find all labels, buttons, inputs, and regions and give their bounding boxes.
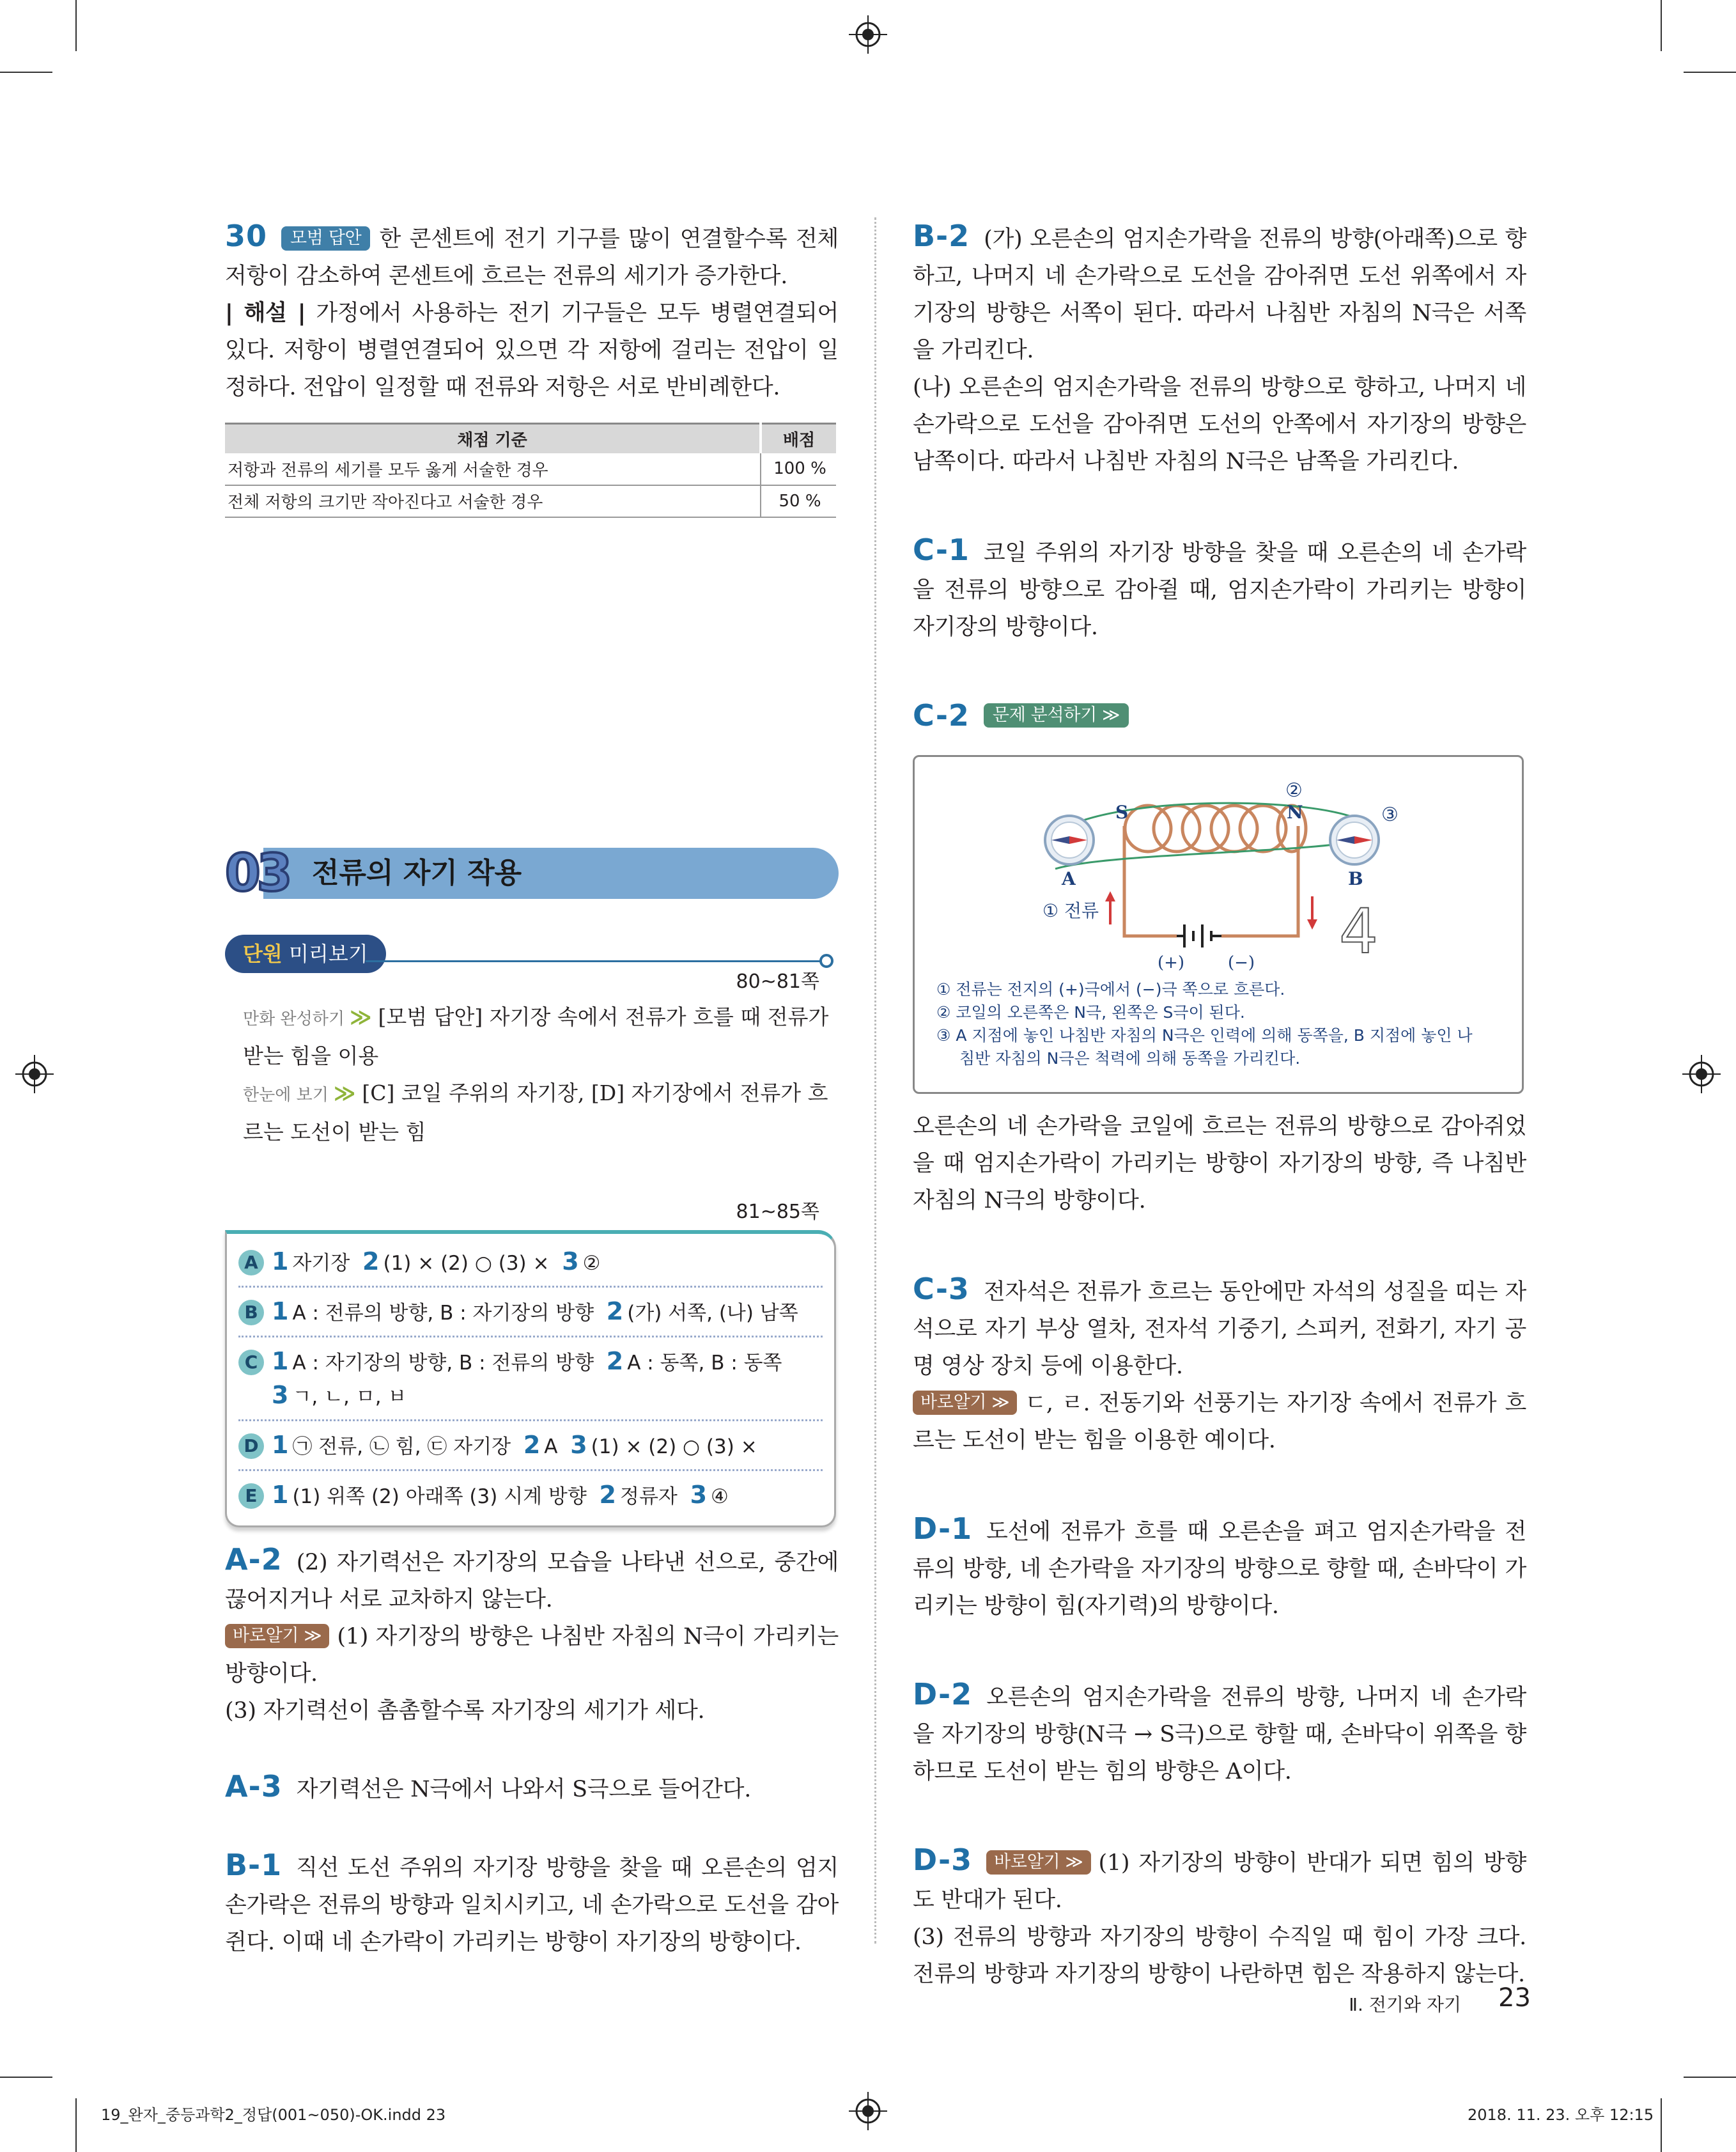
explanation-text: (3) 자기력선이 촘촘할수록 자기장의 세기가 세다. (225, 1698, 705, 1724)
answer-num: 3 (272, 1381, 289, 1409)
registration-mark-icon (849, 2092, 887, 2130)
registration-mark-icon (849, 15, 887, 54)
explanation-d1 (913, 1510, 1526, 1625)
answer-text: A : 전류의 방향, B : 자기장의 방향 (292, 1302, 594, 1325)
arrow-up-icon (1105, 891, 1115, 901)
explanation-c3 (913, 1270, 1526, 1459)
handwritten-note: 4 (1339, 896, 1379, 967)
explanation-text: 도선에 전류가 흐를 때 오른손을 펴고 엄지손가락을 전류의 방향, 네 손가락을 자기장의 방향으로 향할 때, 손바닥이 가리키는 방향이 힘(자기력)의 방향이다. (913, 1519, 1526, 1619)
scoring-points: 100 % (761, 453, 836, 485)
explanation-text: (3) 전류의 방향과 자기장의 방향이 수직일 때 힘이 가장 크다. 전류의 방향과 자기장의 방향이 나란하면 힘은 작용하지 않는다. (913, 1924, 1526, 1987)
unit-preview (225, 935, 839, 1151)
question-number: A-2 (225, 1542, 283, 1577)
diagram-notes (936, 978, 1473, 1070)
crop-mark (1684, 2077, 1736, 2078)
explanation-text: 자기력선은 N극에서 나와서 S극으로 들어간다. (296, 1777, 752, 1802)
answer-letter: B (238, 1300, 264, 1325)
explanation-b1 (225, 1846, 839, 1961)
preview-rule (366, 960, 825, 962)
field-line (1055, 803, 1362, 834)
table-row (225, 485, 836, 517)
answer-box (225, 1230, 836, 1527)
crop-mark (0, 2077, 52, 2078)
answer-num: 1 (272, 1247, 289, 1275)
preview-label-unit: 단원 (243, 942, 283, 966)
registration-mark-icon (1682, 1055, 1721, 1093)
label-minus: (−) (1228, 953, 1255, 972)
question-number: B-2 (913, 219, 970, 253)
crop-mark (1684, 72, 1736, 73)
coil-diagram-svg (915, 757, 1526, 974)
answer-text: 정류자 (620, 1485, 678, 1508)
preview-item-text: [모범 답안] 자기장 속에서 전류가 흐를 때 전류가 받는 힘을 이용 (243, 1004, 829, 1068)
label-a: A (1062, 868, 1076, 889)
coil (1125, 806, 1306, 852)
answer-row-d (238, 1421, 823, 1471)
answer-row-e (238, 1471, 823, 1519)
answer-text: A : 자기장의 방향, B : 전류의 방향 (292, 1352, 594, 1375)
explanation-c2 (913, 697, 1526, 1219)
explanation-a2 (225, 1541, 839, 1729)
question-number: D-2 (913, 1677, 973, 1711)
double-chevron-icon: ≫ (333, 1080, 356, 1105)
column-divider (874, 217, 876, 1944)
answer-pages: 81~85쪽 (736, 1201, 819, 1223)
answer-letter: D (238, 1433, 264, 1459)
lower-left-explanations (225, 1541, 839, 1961)
arrow-down-icon (1307, 919, 1317, 930)
preview-pages: 80~81쪽 (736, 971, 819, 993)
explanation-text: 오른손의 엄지손가락을 전류의 방향, 나머지 네 손가락을 자기장의 방향(N극 → S극)으로 향할 때, 손바닥이 위쪽을 향하므로 도선이 받는 힘의 방향은 A이다. (913, 1685, 1526, 1784)
preview-item-label: 한눈에 보기 (243, 1086, 329, 1105)
question-number: B-1 (225, 1848, 283, 1882)
explanation-text: (2) 자기력선은 자기장의 모습을 나타낸 선으로, 중간에 끊어지거나 서로 교차하지 않는다. (225, 1550, 839, 1612)
question-number: C-1 (913, 533, 970, 567)
registration-mark-icon (15, 1055, 54, 1093)
answer-summary (225, 1196, 839, 1527)
crop-mark (1661, 2098, 1662, 2152)
answer-text: ㄱ, ㄴ, ㅁ, ㅂ (292, 1385, 407, 1408)
answer-num: 2 (606, 1347, 624, 1375)
answer-text: (1) 위쪽 (2) 아래쪽 (3) 시계 방향 (292, 1485, 587, 1508)
question-number: C-3 (913, 1272, 970, 1306)
explanation-d2 (913, 1676, 1526, 1790)
preview-pill (225, 935, 386, 973)
diagram-note: ① 전류는 전지의 (+)극에서 (−)극 쪽으로 흐른다. (936, 980, 1285, 999)
explanation-text: (가) 오른손의 엄지손가락을 전류의 방향(아래쪽)으로 향하고, 나머지 네 손가락으로 도선을 감아쥐면 도선 위쪽에서 자기장의 방향은 서쪽이 된다. 따라서 나침반 자침의 N극은 서쪽을 가리킨다. (913, 226, 1526, 363)
answer-text: ② (582, 1252, 601, 1275)
answer-text: 자기장 (292, 1252, 350, 1275)
answer-text: A : 동쪽, B : 동쪽 (627, 1352, 782, 1375)
answer-row-a (238, 1238, 823, 1288)
answer-num: 2 (606, 1297, 624, 1325)
answer-num: 1 (272, 1431, 289, 1459)
label-plus: (+) (1158, 953, 1185, 972)
answer-num: 1 (272, 1347, 289, 1375)
preview-item-comic (243, 999, 839, 1075)
answer-text: ④ (711, 1485, 729, 1508)
answer-text: A (544, 1435, 558, 1458)
answer-letter: E (238, 1483, 264, 1509)
answer-num: 2 (523, 1431, 541, 1459)
slug-file: 19_완자_중등과학2_정답(001~050)-OK.indd 23 (101, 2106, 446, 2124)
field-line (1055, 840, 1362, 869)
explanation-text: (1) 자기장의 방향이 반대가 되면 힘의 방향도 반대가 된다. (913, 1850, 1526, 1913)
preview-item-label: 만화 완성하기 (243, 1010, 345, 1029)
answer-letter: C (238, 1350, 264, 1375)
scoring-criterion: 전체 저항의 크기만 작아진다고 서술한 경우 (225, 485, 761, 517)
explanation-text: 오른손의 네 손가락을 코일에 흐르는 전류의 방향으로 감아쥐었을 때 엄지손가락이 가리키는 방향이 자기장의 방향, 즉 나침반 자침의 N극의 방향이다. (913, 1114, 1526, 1213)
answer-text: (1) × (2) ○ (3) × (383, 1252, 550, 1275)
slug-date: 2018. 11. 23. 오후 12:15 (1468, 2106, 1654, 2124)
preview-item-text: [C] 코일 주위의 자기장, [D] 자기장에서 전류가 흐르는 도선이 받는 힘 (243, 1080, 828, 1144)
explanation-b2 (913, 217, 1526, 480)
section-header (225, 843, 839, 904)
crop-mark (1661, 0, 1662, 51)
preview-label-text: 미리보기 (289, 942, 368, 966)
model-answer-tag: 모범 답안 (281, 226, 370, 251)
explanation-text: 직선 도선 주위의 자기장 방향을 찾을 때 오른손의 엄지손가락은 전류의 방향과 일치시키고, 네 손가락으로 도선을 감아쥔다. 이때 네 손가락이 가리키는 방향이 자기장의 방향이다. (225, 1855, 839, 1955)
explanation-text: 코일 주위의 자기장 방향을 찾을 때 오른손의 네 손가락을 전류의 방향으로 감아쥘 때, 엄지손가락이 가리키는 방향이 자기장의 방향이다. (913, 540, 1526, 640)
scoring-criterion: 저항과 전류의 세기를 모두 옳게 서술한 경우 (225, 453, 761, 485)
section-number: 03 (225, 843, 289, 903)
preview-item-overview (243, 1075, 839, 1151)
answer-num: 2 (599, 1481, 616, 1509)
label-circled-2: ② (1285, 779, 1303, 802)
crop-mark (0, 72, 52, 73)
question-30 (225, 217, 839, 518)
label-s: S (1115, 802, 1129, 823)
circuit-wire (1221, 826, 1298, 936)
explanation-c1 (913, 531, 1526, 646)
answer-num: 3 (562, 1247, 579, 1275)
answer-row-b (238, 1288, 823, 1337)
coil-diagram (913, 755, 1524, 1094)
explanation-text: 전자석은 전류가 흐르는 동안에만 자석의 성질을 띠는 자석으로 자기 부상 열차, 전자석 기중기, 스피커, 전화기, 자기 공명 영상 장치 등에 이용한다. (913, 1279, 1526, 1379)
explanation-text: (나) 오른손의 엄지손가락을 전류의 방향으로 향하고, 나머지 네 손가락으로 도선을 감아쥐면 도선의 안쪽에서 자기장의 방향은 남쪽이다. 따라서 나침반 자침의 N극은 남쪽을 가리킨다. (913, 375, 1526, 474)
answer-num: 3 (690, 1481, 708, 1509)
answer-text: (1) × (2) ○ (3) × (591, 1435, 757, 1458)
diagram-note: 침반 자침의 N극은 척력에 의해 동쪽을 가리킨다. (959, 1049, 1301, 1068)
label-current: ① 전류 (1042, 900, 1099, 921)
model-answer-text: 한 콘센트에 전기 기구를 많이 연결할수록 전체 저항이 감소하여 콘센트에 흐르는 전류의 세기가 증가한다. (225, 226, 839, 289)
question-number: C-2 (913, 698, 970, 733)
answer-letter: A (238, 1250, 264, 1275)
question-number: A-3 (225, 1769, 283, 1804)
answer-row-c (238, 1337, 823, 1421)
compass-a-icon (1045, 816, 1094, 864)
preview-dot (819, 954, 833, 968)
scoring-table (225, 423, 836, 518)
explanation-text: 가정에서 사용하는 전기 기구들은 모두 병렬연결되어 있다. 저항이 병렬연결되어 있으면 각 저항에 걸리는 전압이 일정하다. 전압이 일정할 때 전류와 저항은 서로 반비례한다. (225, 300, 839, 400)
question-number: 30 (225, 219, 268, 253)
right-column (913, 217, 1526, 1993)
battery-icon (1177, 924, 1221, 947)
answer-text: ㉠ 전류, ㉡ 힘, ㉢ 자기장 (292, 1435, 511, 1458)
explanation-text: (1) 자기장의 방향은 나침반 자침의 N극이 가리키는 방향이다. (225, 1624, 839, 1687)
compass-b-icon (1330, 816, 1379, 864)
scoring-header-criteria: 채점 기준 (225, 424, 761, 453)
explanation-d3 (913, 1841, 1526, 1993)
analysis-tag: 문제 분석하기 ≫ (984, 703, 1129, 728)
circuit-wire (1124, 826, 1177, 936)
diagram-note: ② 코일의 오른쪽은 N극, 왼쪽은 S극이 된다. (936, 1003, 1245, 1022)
explanation-label: | 해설 | (225, 300, 306, 326)
table-row (225, 453, 836, 485)
scoring-header-points: 배점 (761, 424, 836, 453)
crop-mark (75, 2098, 77, 2152)
section-title: 전류의 자기 작용 (312, 857, 522, 889)
page-number: 23 (1498, 1983, 1531, 2013)
answer-text: (가) 서쪽, (나) 남쪽 (627, 1302, 798, 1325)
label-n: N (1287, 802, 1303, 823)
answer-num: 3 (570, 1431, 587, 1459)
scoring-points: 50 % (761, 485, 836, 517)
explanation-text: ㄷ, ㄹ. 전동기와 선풍기는 자기장 속에서 전류가 흐르는 도선이 받는 힘을 이용한 예이다. (913, 1391, 1526, 1453)
diagram-note: ③ A 지점에 놓인 나침반 자침의 N극은 인력에 의해 동쪽을, B 지점에 놓인 나 (936, 1026, 1473, 1045)
question-number: D-1 (913, 1511, 973, 1546)
correction-tag: 바로알기 ≫ (986, 1850, 1090, 1875)
explanation-a3 (225, 1768, 839, 1808)
label-circled-3: ③ (1381, 804, 1399, 826)
answer-num: 1 (272, 1297, 289, 1325)
label-b: B (1348, 868, 1363, 889)
answer-num: 2 (362, 1247, 380, 1275)
correction-tag: 바로알기 ≫ (225, 1624, 329, 1648)
crop-mark (75, 0, 77, 51)
footer-section: Ⅱ. 전기와 자기 (1349, 1994, 1461, 2015)
answer-num: 1 (272, 1481, 289, 1509)
double-chevron-icon: ≫ (349, 1004, 372, 1029)
correction-tag: 바로알기 ≫ (913, 1391, 1017, 1415)
question-number: D-3 (913, 1843, 973, 1877)
